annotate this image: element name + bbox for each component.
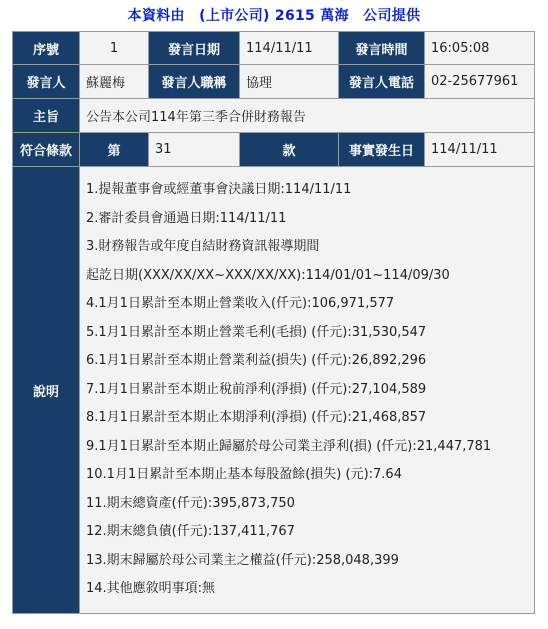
announcement-table xyxy=(12,31,535,614)
description-value xyxy=(80,167,535,614)
speaker-title-label: 發言人職稱 xyxy=(149,65,240,99)
description-list xyxy=(86,176,528,604)
description-line: 9.1月1日累計至本期止歸屬於母公司業主淨利(損) (仟元):21,447,781 xyxy=(86,438,492,454)
description-label: 說明 xyxy=(13,167,80,614)
time-value: 16:05:08 xyxy=(425,32,535,65)
description-line: 10.1月1日累計至本期止基本每股盈餘(損失) (元):7.64 xyxy=(86,467,402,483)
row-speaker xyxy=(13,65,535,99)
page-title: 本資料由 (上市公司) 2615 萬海 公司提供 xyxy=(127,8,421,24)
time-label: 發言時間 xyxy=(339,32,425,65)
event-date-label: 事實發生日 xyxy=(339,133,425,167)
date-label: 發言日期 xyxy=(149,32,240,65)
clause-number-value: 31 xyxy=(149,133,240,167)
speaker-phone-label: 發言人電話 xyxy=(339,65,425,99)
row-clause xyxy=(13,133,535,167)
row-description xyxy=(13,167,535,614)
description-line: 14.其他應敘明事項:無 xyxy=(86,581,216,597)
clause-di-label: 第 xyxy=(80,133,149,167)
description-line: 6.1月1日累計至本期止營業利益(損失) (仟元):26,892,296 xyxy=(86,353,427,369)
clause-label: 符合條款 xyxy=(13,133,80,167)
seq-label: 序號 xyxy=(13,32,80,65)
description-line: 3.財務報告或年度自結財務資訊報導期間 xyxy=(86,239,320,255)
description-line: 5.1月1日累計至本期止營業毛利(毛損) (仟元):31,530,547 xyxy=(86,324,427,340)
subject-value: 公告本公司114年第三季合併財務報告 xyxy=(80,99,535,133)
description-line: 4.1月1日累計至本期止營業收入(仟元):106,971,577 xyxy=(86,296,395,312)
speaker-value: 蘇麗梅 xyxy=(80,65,149,99)
event-date-value: 114/11/11 xyxy=(425,133,535,167)
description-line: 7.1月1日累計至本期止稅前淨利(淨損) (仟元):27,104,589 xyxy=(86,381,427,397)
description-line: 2.審計委員會通過日期:114/11/11 xyxy=(86,210,287,226)
clause-kuan-label: 款 xyxy=(240,133,339,167)
subject-label: 主旨 xyxy=(13,99,80,133)
description-line: 起訖日期(XXX/XX/XX~XXX/XX/XX):114/01/01~114/09/30 xyxy=(86,267,450,283)
row-subject xyxy=(13,99,535,133)
description-line: 1.提報董事會或經董事會決議日期:114/11/11 xyxy=(86,182,352,198)
description-line: 11.期末總資產(仟元):395,873,750 xyxy=(86,495,295,511)
description-line: 12.期末總負債(仟元):137,411,767 xyxy=(86,524,295,540)
row-seq-date-time xyxy=(13,32,535,65)
speaker-title-value: 協理 xyxy=(240,65,339,99)
description-line: 8.1月1日累計至本期止本期淨利(淨損) (仟元):21,468,857 xyxy=(86,410,427,426)
date-value: 114/11/11 xyxy=(240,32,339,65)
seq-value: 1 xyxy=(80,32,149,65)
speaker-phone-value: 02-25677961 xyxy=(425,65,535,99)
description-line: 13.期末歸屬於母公司業主之權益(仟元):258,048,399 xyxy=(86,552,399,568)
speaker-label: 發言人 xyxy=(13,65,80,99)
